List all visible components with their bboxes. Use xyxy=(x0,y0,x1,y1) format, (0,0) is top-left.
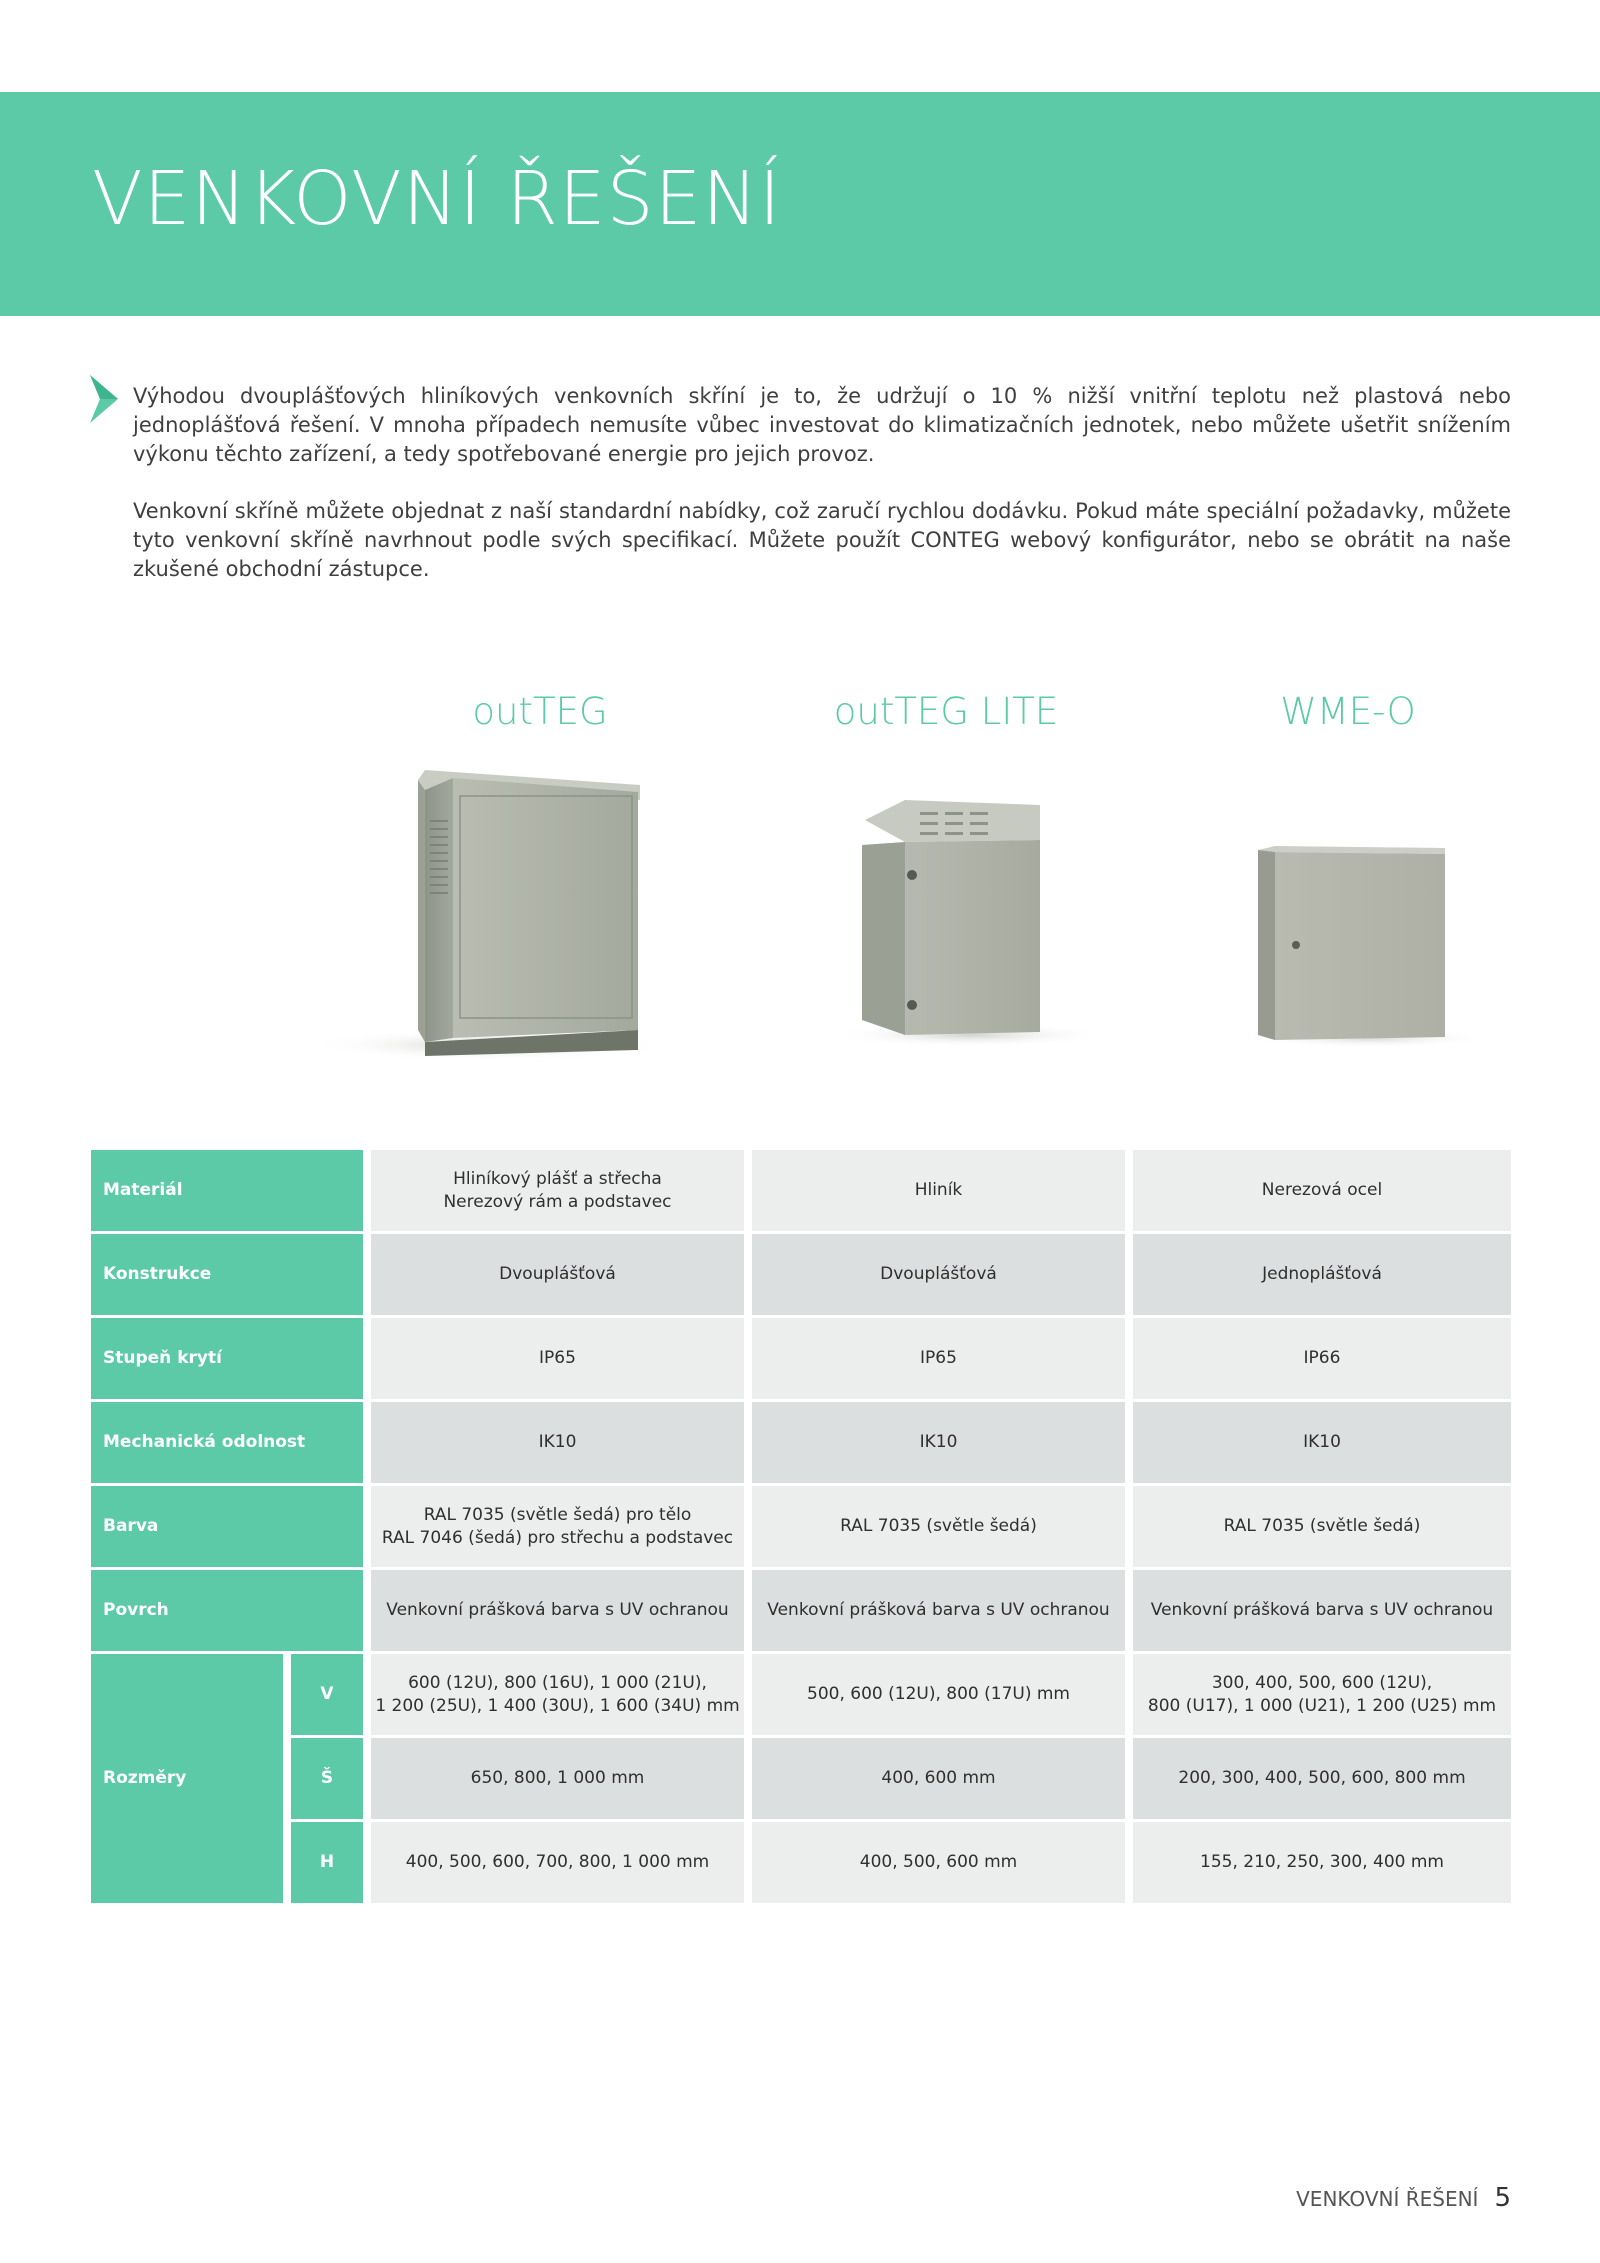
product-title-wme-o: WME-O xyxy=(1280,690,1416,733)
table-cell: Venkovní prášková barva s UV ochranou xyxy=(1133,1570,1511,1651)
table-row xyxy=(91,1402,1511,1483)
table-cell: Jednoplášťová xyxy=(1133,1234,1511,1315)
dimension-sub-label: V xyxy=(291,1654,363,1735)
table-row xyxy=(91,1318,1511,1399)
page-title: VENKOVNÍ ŘEŠENÍ xyxy=(92,156,782,242)
row-label: Materiál xyxy=(91,1150,363,1231)
table-cell: IP65 xyxy=(371,1318,744,1399)
table-cell: Dvouplášťová xyxy=(371,1234,744,1315)
table-cell: 400, 500, 600 mm xyxy=(752,1822,1125,1903)
table-row xyxy=(91,1486,1511,1567)
table-cell: 400, 600 mm xyxy=(752,1738,1125,1819)
row-label: Stupeň krytí xyxy=(91,1318,363,1399)
row-label: Povrch xyxy=(91,1570,363,1651)
product-title-outteg: outTEG xyxy=(472,690,608,733)
table-cell: RAL 7035 (světle šedá) xyxy=(1133,1486,1511,1567)
table-cell: Hliník xyxy=(752,1150,1125,1231)
row-label: Barva xyxy=(91,1486,363,1567)
footer-section-title: VENKOVNÍ ŘEŠENÍ xyxy=(1296,2187,1479,2211)
table-cell: 600 (12U), 800 (16U), 1 000 (21U), 1 200 (25U), 1 400 (30U), 1 600 (34U) mm xyxy=(371,1654,744,1735)
dimensions-label: Rozměry xyxy=(91,1654,283,1903)
table-cell: IK10 xyxy=(371,1402,744,1483)
table-cell: Hliníkový plášť a střecha Nerezový rám a podstavec xyxy=(371,1150,744,1231)
dimension-sub-label: Š xyxy=(291,1738,363,1819)
table-row xyxy=(91,1234,1511,1315)
product-title-outteg-lite: outTEG LITE xyxy=(833,690,1059,733)
table-cell: RAL 7035 (světle šedá) xyxy=(752,1486,1125,1567)
table-row xyxy=(91,1822,1511,1903)
table-cell: IK10 xyxy=(752,1402,1125,1483)
chevron-right-icon xyxy=(90,375,118,423)
header-banner xyxy=(0,92,1600,316)
table-cell: Venkovní prášková barva s UV ochranou xyxy=(371,1570,744,1651)
table-cell: 500, 600 (12U), 800 (17U) mm xyxy=(752,1654,1125,1735)
table-cell: IP65 xyxy=(752,1318,1125,1399)
table-cell: 200, 300, 400, 500, 600, 800 mm xyxy=(1133,1738,1511,1819)
table-cell: RAL 7035 (světle šedá) pro tělo RAL 7046 (šedá) pro střechu a podstavec xyxy=(371,1486,744,1567)
table-cell: Dvouplášťová xyxy=(752,1234,1125,1315)
intro-paragraph-1: Výhodou dvouplášťových hliníkových venkovních skříní je to, že udržují o 10 % nižší vnitřní teplotu než plastová nebo jednoplášťová řešení. V mnoha případech nemusíte vůbec investovat do klimatizačních jednotek, nebo můžete ušetřit snížením výkonu těchto zařízení, a tedy spotřebované energie pro jejich provoz. xyxy=(133,384,1511,466)
dimension-sub-label: H xyxy=(291,1822,363,1903)
table-cell: 650, 800, 1 000 mm xyxy=(371,1738,744,1819)
table-row xyxy=(91,1654,1511,1735)
table-cell: 155, 210, 250, 300, 400 mm xyxy=(1133,1822,1511,1903)
row-label: Mechanická odolnost xyxy=(91,1402,363,1483)
wme-o-cabinet-image xyxy=(1240,840,1480,1050)
outteg-cabinet-image xyxy=(300,760,660,1060)
table-cell: 400, 500, 600, 700, 800, 1 000 mm xyxy=(371,1822,744,1903)
table-row xyxy=(91,1570,1511,1651)
table-row xyxy=(91,1150,1511,1231)
table-row xyxy=(91,1738,1511,1819)
table-cell: 300, 400, 500, 600 (12U), 800 (U17), 1 000 (U21), 1 200 (U25) mm xyxy=(1133,1654,1511,1735)
table-cell: Nerezová ocel xyxy=(1133,1150,1511,1231)
intro-paragraph-2: Venkovní skříně můžete objednat z naší standardní nabídky, což zaručí rychlou dodávku. Pokud máte speciální požadavky, můžete tyto venkovní skříně navrhnout podle svých specifikací. Můžete použít CONTEG webový konfigurátor, nebo se obrátit na naše zkušené obchodní zástupce. xyxy=(133,499,1511,581)
intro-text xyxy=(133,382,1511,612)
table-cell: Venkovní prášková barva s UV ochranou xyxy=(752,1570,1125,1651)
outteg-lite-cabinet-image xyxy=(820,790,1100,1050)
page-footer xyxy=(1296,2183,1511,2213)
page-number: 5 xyxy=(1494,2183,1511,2213)
row-label: Konstrukce xyxy=(91,1234,363,1315)
table-cell: IP66 xyxy=(1133,1318,1511,1399)
table-cell: IK10 xyxy=(1133,1402,1511,1483)
